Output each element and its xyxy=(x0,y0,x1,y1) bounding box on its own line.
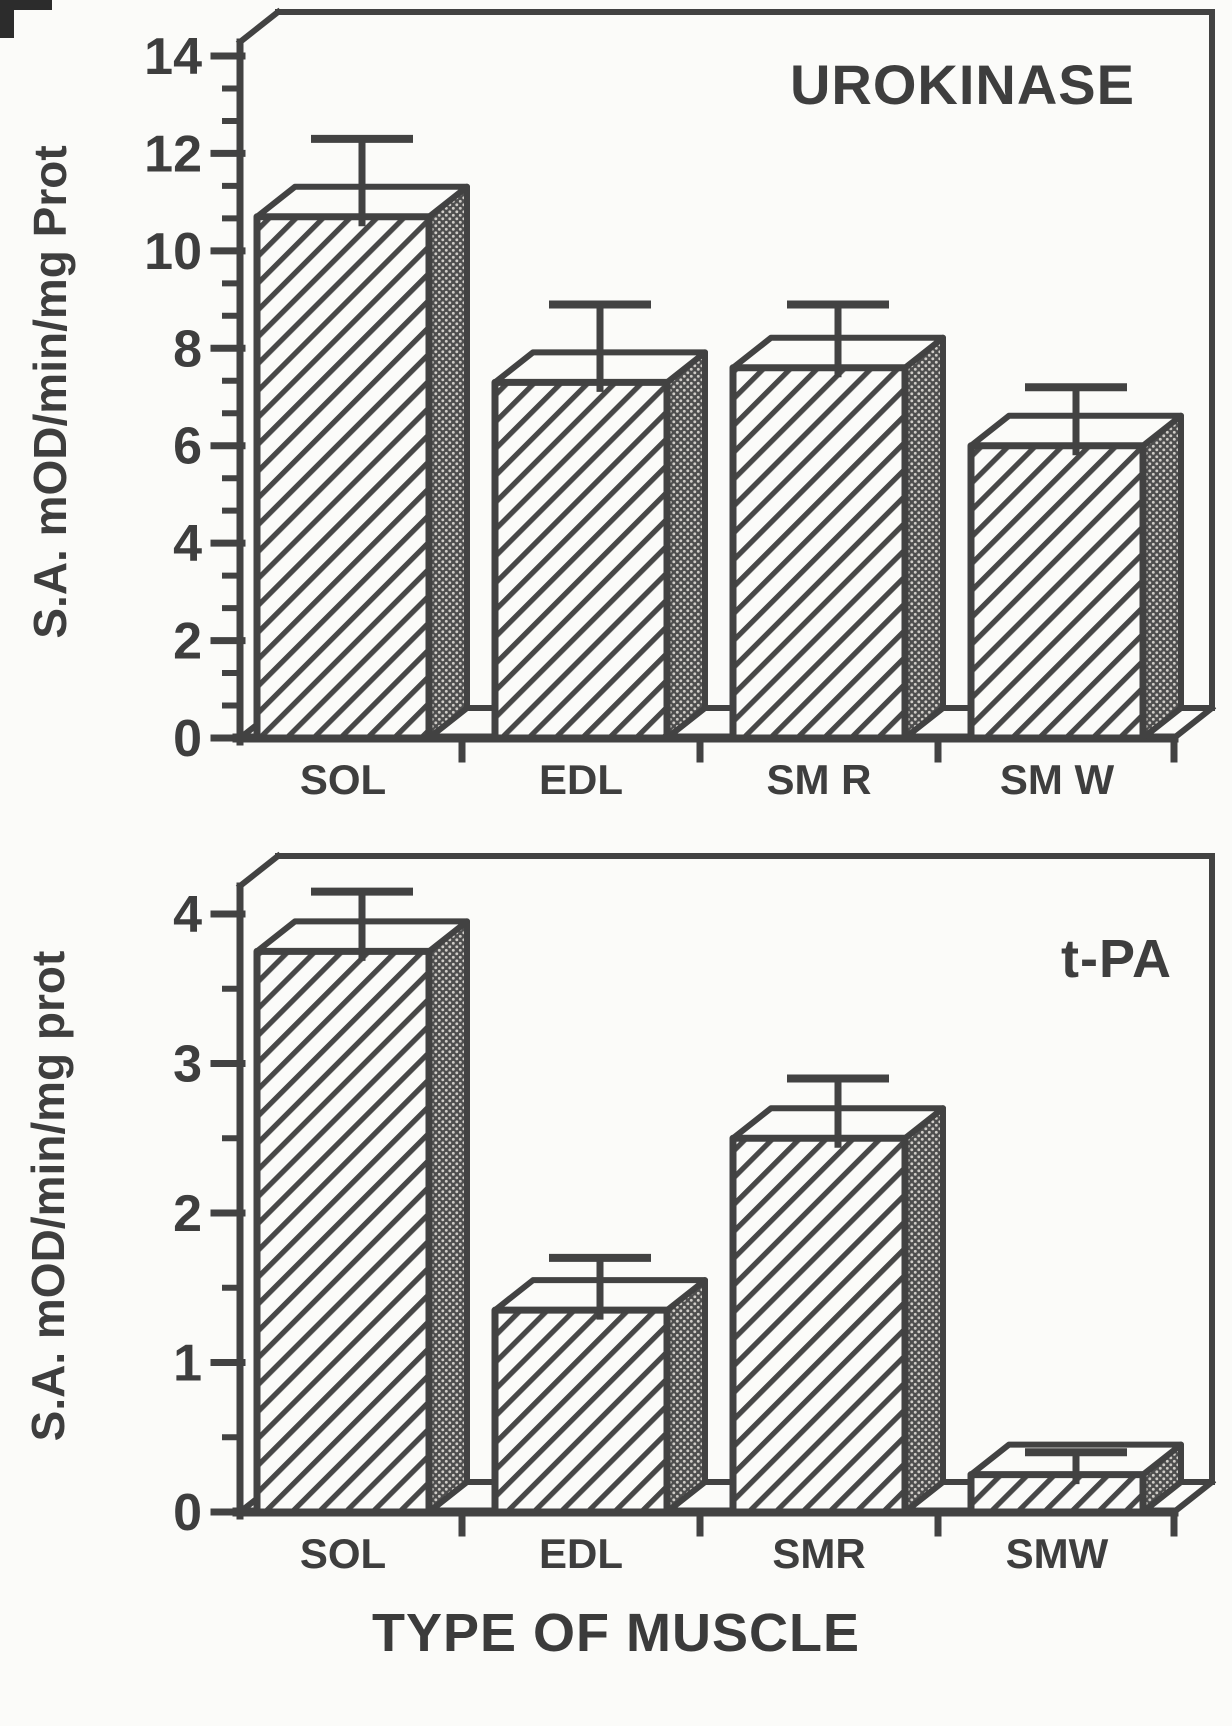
y-axis xyxy=(173,886,242,1542)
category-label-smw: SM W xyxy=(999,756,1115,803)
bar-front-face xyxy=(971,446,1143,738)
category-label-smw: SMW xyxy=(1005,1530,1109,1577)
bar-front-face xyxy=(733,1138,905,1512)
bar-smw xyxy=(971,1445,1181,1512)
category-label-sol: SOL xyxy=(299,756,387,803)
bar-front-face xyxy=(257,217,429,738)
y-tick-label: 6 xyxy=(173,417,202,476)
bar-side-face xyxy=(667,1280,705,1512)
bar-smr xyxy=(733,304,943,738)
category-label-sol: SOL xyxy=(299,1530,387,1577)
y-tick-label: 2 xyxy=(173,612,202,671)
bar-smr xyxy=(733,1078,943,1512)
bar-front-face xyxy=(257,951,429,1512)
bar-side-face xyxy=(905,338,943,738)
bar-front-face xyxy=(495,382,667,738)
y-axis xyxy=(144,28,242,768)
bar-side-face xyxy=(667,352,705,738)
bar-edl xyxy=(495,304,705,738)
scan-artifact-top xyxy=(0,0,52,10)
bar-side-face xyxy=(429,187,467,738)
bar-side-face xyxy=(905,1108,943,1512)
y-axis-title: S.A. mOD/min/mg prot xyxy=(22,950,74,1442)
category-label-smr: SMR xyxy=(772,1530,866,1577)
bar-side-face xyxy=(429,921,467,1512)
y-axis-title: S.A. mOD/min/mg Prot xyxy=(24,145,76,639)
bar-front-face xyxy=(495,1310,667,1512)
category-label-edl: EDL xyxy=(539,756,623,803)
chart-title-urokinase: UROKINASE xyxy=(789,53,1135,116)
bar-sol xyxy=(257,892,467,1512)
frame-top-left-diagonal xyxy=(240,12,278,42)
category-label-edl: EDL xyxy=(539,1530,623,1577)
bar-sol xyxy=(257,139,467,738)
y-tick-label: 4 xyxy=(173,515,202,574)
y-tick-label: 1 xyxy=(173,1334,202,1393)
bar-side-face xyxy=(1143,416,1181,738)
y-tick-label: 0 xyxy=(173,710,202,768)
frame-top-left-diagonal xyxy=(240,856,278,886)
bar-front-face xyxy=(971,1475,1143,1512)
chart-t-pa xyxy=(22,856,1212,1577)
y-tick-label: 4 xyxy=(173,886,202,944)
y-tick-label: 12 xyxy=(144,125,202,184)
y-tick-label: 2 xyxy=(173,1185,202,1243)
y-tick-label: 8 xyxy=(173,320,202,379)
x-axis-title: TYPE OF MUSCLE xyxy=(371,1603,861,1663)
bar-front-face xyxy=(733,368,905,738)
y-tick-label: 10 xyxy=(144,222,202,281)
chart-title-t-pa: t-PA xyxy=(1061,929,1172,989)
bar-smw xyxy=(971,387,1181,738)
chart-urokinase xyxy=(24,12,1212,803)
bar-edl xyxy=(495,1258,705,1512)
y-tick-label: 3 xyxy=(173,1035,202,1094)
category-label-smr: SM R xyxy=(766,756,872,803)
y-tick-label: 0 xyxy=(173,1484,202,1542)
y-tick-label: 14 xyxy=(144,28,202,86)
